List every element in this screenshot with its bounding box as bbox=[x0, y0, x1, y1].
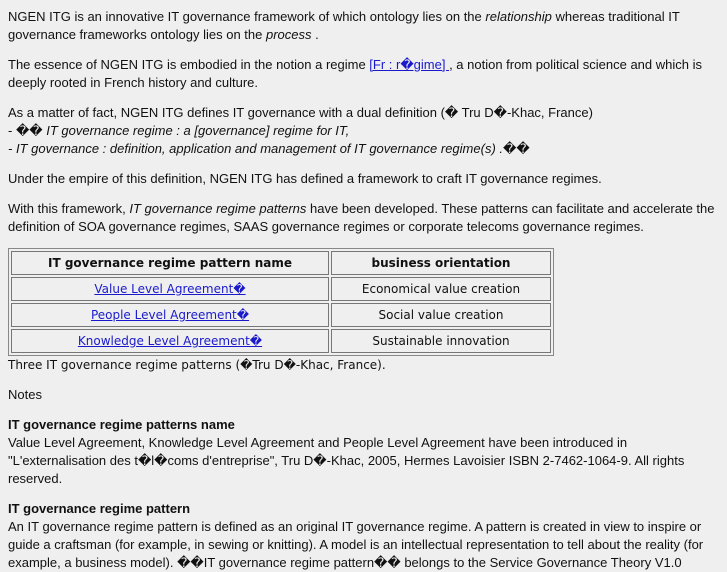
regime-link[interactable]: [Fr : r�gime] bbox=[369, 57, 450, 72]
patterns-table bbox=[8, 248, 554, 356]
notes-title: Notes bbox=[8, 387, 42, 402]
definition-intro: As a matter of fact, NGEN ITG defines IT governance with a dual definition (� Tru D�-Khac, France) bbox=[8, 105, 593, 120]
regime-paragraph bbox=[8, 56, 719, 92]
patterns-paragraph bbox=[8, 200, 719, 236]
emphasis-relationship: relationship bbox=[485, 9, 552, 24]
text: , a notion from political science and which is deeply rooted in French history and culture. bbox=[8, 57, 702, 90]
framework-paragraph: Under the empire of this definition, NGEN ITG has defined a framework to craft IT governance regimes. bbox=[8, 171, 602, 186]
pattern-name-cell bbox=[11, 329, 329, 353]
definition-regime: IT governance regime : a [governance] regime for IT, bbox=[46, 123, 350, 138]
text: NGEN ITG is an innovative IT governance framework of which ontology lies on the bbox=[8, 9, 486, 24]
table-header-row bbox=[11, 251, 551, 275]
intro-paragraph bbox=[8, 8, 719, 44]
table-row bbox=[11, 303, 551, 327]
text: �� bbox=[503, 141, 530, 156]
definition-paragraph bbox=[8, 104, 719, 158]
people-level-agreement-link[interactable]: People Level Agreement� bbox=[90, 308, 250, 322]
note-pattern bbox=[8, 500, 719, 572]
column-header-business-orientation: business orientation bbox=[331, 251, 551, 275]
table-row bbox=[11, 277, 551, 301]
column-header-pattern-name: IT governance regime pattern name bbox=[11, 251, 329, 275]
note-body: An IT governance regime pattern is defined as an original IT governance regime. A pattern is created in view to inspire or guide a craftsman (for example, in sewing or knitting). A model is an intellectual representation to tell about the reality (for example, a business model). ��IT governance regime pattern�� belongs to the Service Governance Theory V1.0 bbox=[8, 519, 704, 570]
text: The essence of NGEN ITG is embodied in the notion a regime bbox=[8, 57, 370, 72]
definition-governance: - IT governance : definition, application and management of IT governance regime(s) . bbox=[8, 141, 503, 156]
orientation-cell: Social value creation bbox=[331, 303, 551, 327]
pattern-name-cell bbox=[11, 303, 329, 327]
orientation-cell: Sustainable innovation bbox=[331, 329, 551, 353]
text: have been developed. These patterns can facilitate and accelerate the definition of SOA governance regimes, SAAS governance regimes or corporate telecoms governance regimes. bbox=[8, 201, 715, 234]
table-row bbox=[11, 329, 551, 353]
emphasis-process: process bbox=[265, 27, 312, 42]
note-heading: IT governance regime patterns name bbox=[8, 417, 235, 432]
text: . bbox=[311, 27, 319, 42]
text: With this framework, bbox=[8, 201, 130, 216]
text: whereas traditional IT governance frameworks ontology lies on the bbox=[8, 9, 680, 42]
value-level-agreement-link[interactable]: Value Level Agreement� bbox=[94, 282, 246, 296]
table-caption: Three IT governance regime patterns (�Tru D�-Khac, France). bbox=[8, 358, 386, 372]
note-body: Value Level Agreement, Knowledge Level Agreement and People Level Agreement have been introduced in "L'externalisation des t�l�coms d'entreprise", Tru D�-Khac, 2005, Hermes Lavoisier ISBN 2-7462-1064-9. All rights reserved. bbox=[8, 435, 685, 486]
emphasis-patterns: IT governance regime patterns bbox=[129, 201, 307, 216]
note-heading: IT governance regime pattern bbox=[8, 501, 191, 516]
knowledge-level-agreement-link[interactable]: Knowledge Level Agreement� bbox=[77, 334, 263, 348]
pattern-name-cell bbox=[11, 277, 329, 301]
orientation-cell: Economical value creation bbox=[331, 277, 551, 301]
note-patterns-name bbox=[8, 416, 719, 488]
text: - �� bbox=[8, 123, 47, 138]
